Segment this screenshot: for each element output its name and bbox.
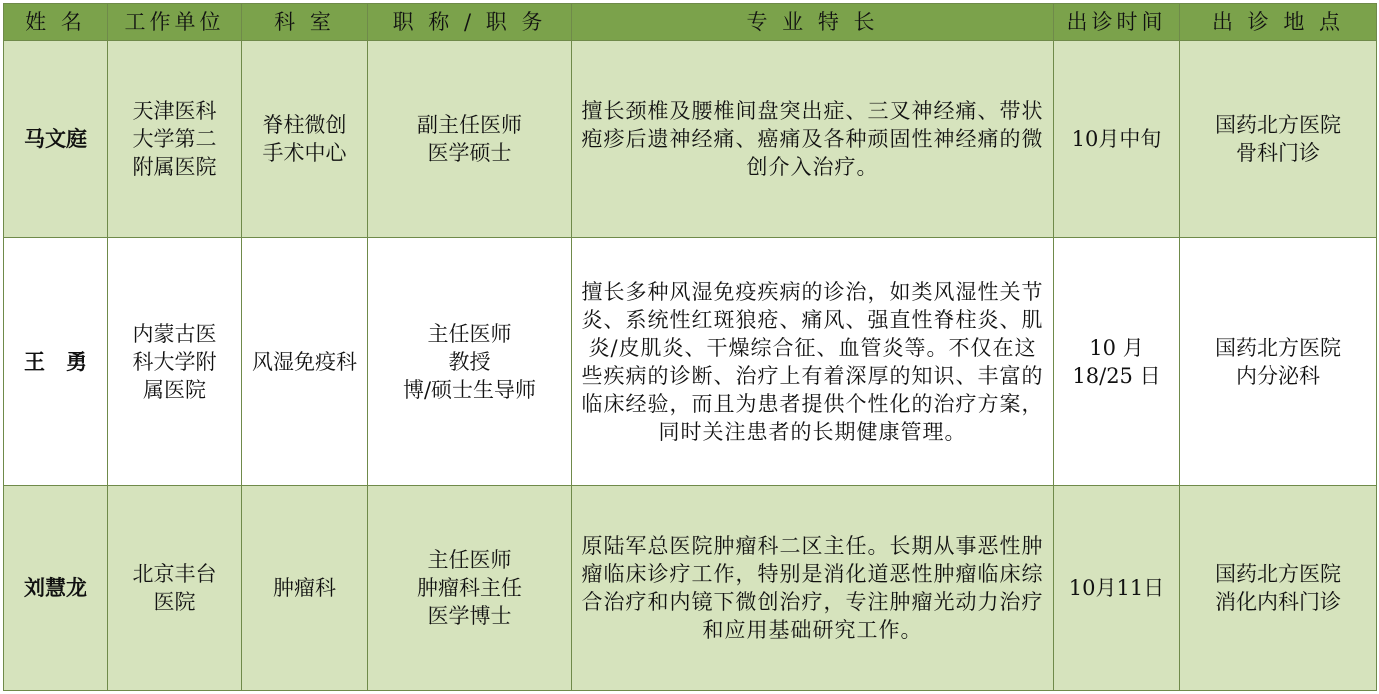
visit-place-line: 国药北方医院 [1215, 335, 1341, 360]
header-title: 职 称 / 职 务 [368, 4, 572, 41]
work-unit-line: 天津医科 [132, 99, 217, 123]
visit-time [1054, 41, 1180, 238]
visit-time-line: 10月中旬 [1071, 127, 1162, 151]
visit-time [1054, 238, 1180, 486]
doctor-name: 王 勇 [4, 238, 108, 486]
specialty: 擅长颈椎及腰椎间盘突出症、三叉神经痛、带状疱疹后遗神经痛、癌痛及各种顽固性神经痛的微创介入治疗。 [572, 41, 1054, 238]
visit-time-line: 18/25 日 [1072, 363, 1161, 388]
job-title-line: 主任医师 [427, 321, 512, 346]
visit-place-line: 骨科门诊 [1236, 141, 1320, 165]
job-title-line: 肿瘤科主任 [417, 576, 522, 600]
header-dept: 科 室 [242, 4, 368, 41]
table-row [4, 238, 1377, 486]
work-unit-line: 医院 [153, 590, 196, 614]
work-unit-line: 属医院 [143, 377, 206, 402]
work-unit-line: 北京丰台 [132, 562, 217, 586]
work-unit [108, 41, 242, 238]
department-line: 肿瘤科 [273, 576, 336, 600]
visit-place [1180, 41, 1377, 238]
header-name: 姓 名 [4, 4, 108, 41]
job-title-line: 副主任医师 [417, 113, 522, 137]
visit-place-line: 内分泌科 [1236, 363, 1320, 388]
work-unit-line: 内蒙古医 [132, 321, 217, 346]
visit-place [1180, 238, 1377, 486]
work-unit-line: 附属医院 [132, 155, 217, 179]
department-line: 手术中心 [262, 141, 347, 165]
job-title-line: 博/硕士生导师 [402, 377, 537, 402]
job-title [368, 238, 572, 486]
visit-time [1054, 486, 1180, 691]
job-title-line: 主任医师 [427, 548, 512, 572]
doctor-name: 刘慧龙 [4, 486, 108, 691]
department-line: 脊柱微创 [262, 113, 347, 137]
work-unit-line: 科大学附 [132, 349, 217, 374]
work-unit [108, 238, 242, 486]
visit-place [1180, 486, 1377, 691]
header-specialty: 专 业 特 长 [572, 4, 1054, 41]
visit-time-line: 10月11日 [1068, 576, 1165, 600]
department [242, 41, 368, 238]
visit-place-line: 国药北方医院 [1215, 562, 1341, 586]
job-title [368, 41, 572, 238]
visit-place-line: 国药北方医院 [1215, 113, 1341, 137]
visit-place-line: 消化内科门诊 [1215, 590, 1341, 614]
job-title-line: 医学硕士 [427, 141, 512, 165]
job-title-line: 医学博士 [427, 604, 512, 628]
specialty: 擅长多种风湿免疫疾病的诊治，如类风湿性关节炎、系统性红斑狼疮、痛风、强直性脊柱炎、肌炎/皮肌炎、干燥综合征、血管炎等。不仅在这些疾病的诊断、治疗上有着深厚的知识、丰富的临床经验，而且为患者提供个性化的治疗方案，同时关注患者的长期健康管理。 [572, 238, 1054, 486]
header-place: 出 诊 地 点 [1180, 4, 1377, 41]
table-row [4, 41, 1377, 238]
work-unit-line: 大学第二 [132, 127, 217, 151]
doctor-schedule-table [3, 3, 1377, 691]
job-title [368, 486, 572, 691]
header-unit: 工作单位 [108, 4, 242, 41]
department [242, 238, 368, 486]
department-line: 风湿免疫科 [252, 349, 357, 374]
header-row [4, 4, 1377, 41]
work-unit [108, 486, 242, 691]
doctor-name: 马文庭 [4, 41, 108, 238]
visit-time-line: 10 月 [1089, 335, 1144, 360]
department [242, 486, 368, 691]
header-time: 出诊时间 [1054, 4, 1180, 41]
specialty: 原陆军总医院肿瘤科二区主任。长期从事恶性肿瘤临床诊疗工作，特别是消化道恶性肿瘤临床综合治疗和内镜下微创治疗，专注肿瘤光动力治疗和应用基础研究工作。 [572, 486, 1054, 691]
job-title-line: 教授 [448, 349, 491, 374]
table-row [4, 486, 1377, 691]
